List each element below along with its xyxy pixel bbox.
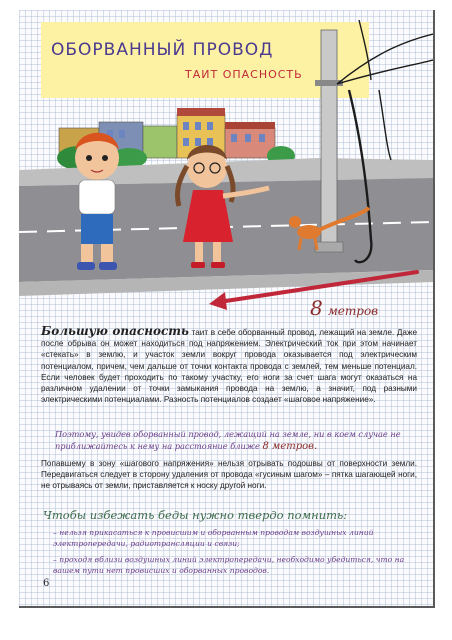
distance-unit: метров [327, 304, 379, 318]
book-page [19, 10, 435, 608]
rule-item: – проходя вблизи воздушных линий электропередачи, необходимо убедиться, что на вашем пути нет провисших и оборванных проводов. [53, 555, 405, 575]
paragraph-1-lead: Большую опасность [41, 324, 189, 338]
page-number: 6 [43, 578, 50, 589]
rule-item: – нельзя прикасаться к провисшим и оборванным проводам воздушных линий электропередачи, радиотрансляции и связи; [53, 528, 374, 548]
rules-list [53, 527, 417, 581]
paragraph-2: Попавшему в зону «шагового напряжения» нельзя отрывать подошвы от поверхности земли. Передвигаться следует в сторону удаления от провода «гусиным шагом» – пятка шагающей ноги, не отрываясь от земли, приставляется к носку другой ноги. [41, 459, 417, 491]
page-subtitle: ТАИТ ОПАСНОСТЬ [185, 68, 303, 81]
paragraph-1-text: таит в себе оборванный провод, лежащий на земле. Даже после обрыва он может находиться под напряжением. Электрический ток при этом начинает «стекать» в землю, и участок земли вокруг провода оказывается под электрическим потенциалом, причем, чем дальше от точки контакта провода с землей, тем меньше потенциал. Если человек будет проходить по такому участку, его ноги за счет шага могут оказаться на различном удалении от точки замыкания провода на землю, а значит, под разными электрическими потенциалами. Разность потенциалов создает «шаговое напряжение». [41, 328, 417, 405]
page-title: ОБОРВАННЫЙ ПРОВОД [51, 40, 274, 60]
handwritten-warning [55, 428, 417, 453]
rules-heading: Чтобы избежать беды нужно твердо помнить: [43, 508, 348, 522]
handwritten-warning-text: Поэтому, увидев оборванный провод, лежащий на земле, ни в коем случае не приближайтесь к нему на расстояние ближе [55, 429, 401, 451]
distance-label [310, 296, 378, 320]
handwritten-warning-emphasis: 8 метров. [262, 441, 318, 452]
distance-number: 8 [310, 296, 323, 320]
paragraph-1 [41, 326, 417, 405]
